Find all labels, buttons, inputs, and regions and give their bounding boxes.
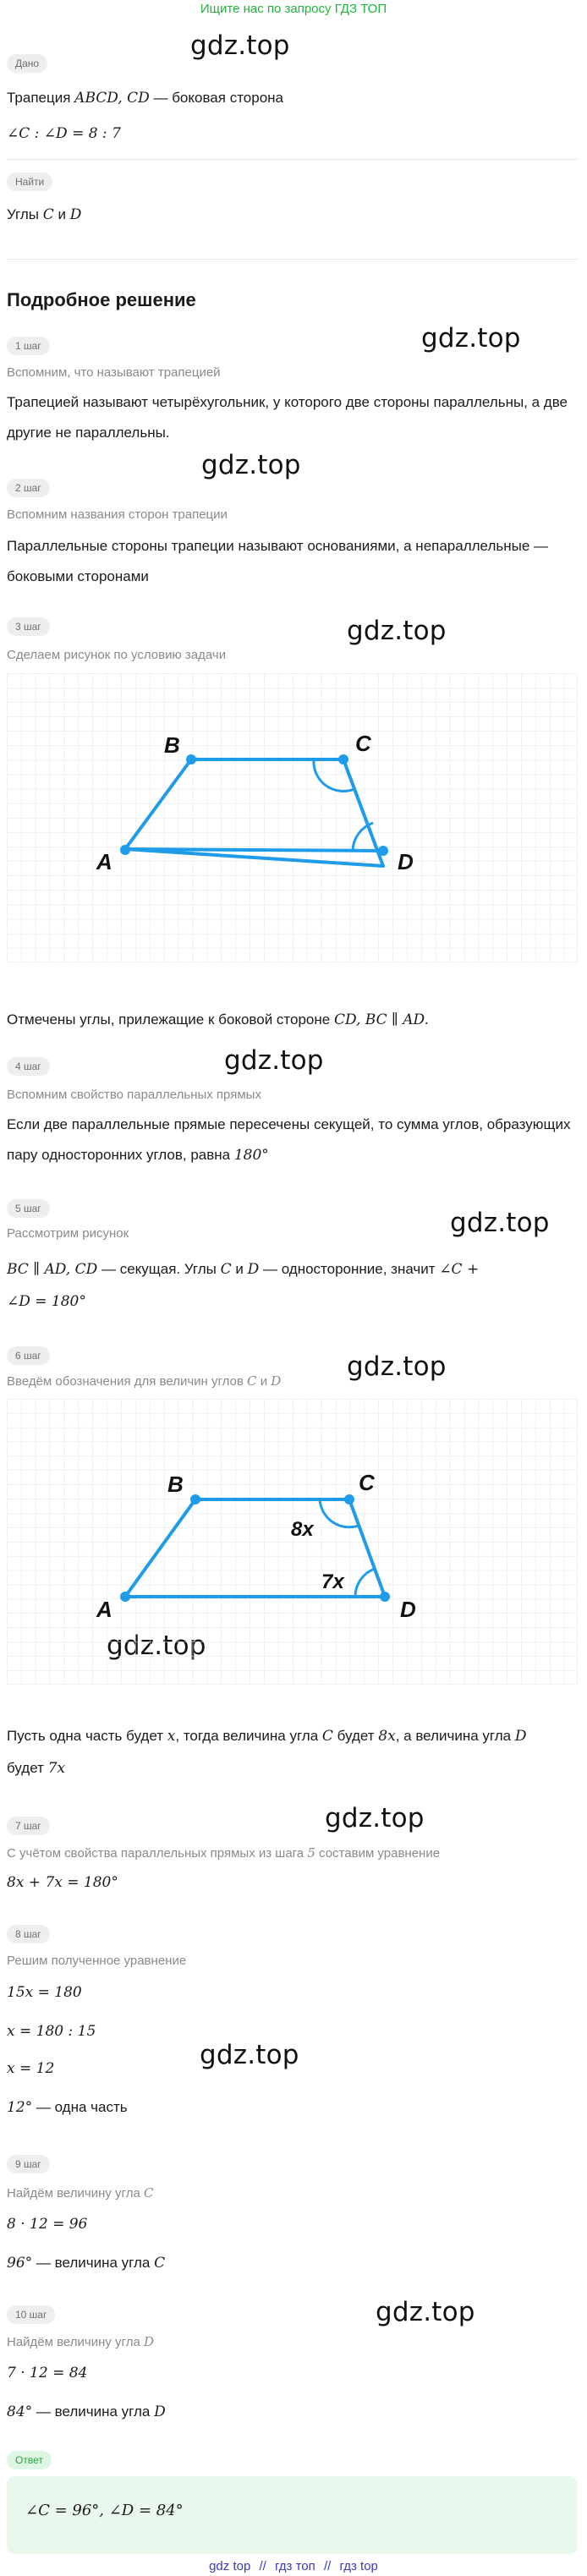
step-math: 8x + 7x = 180° — [7, 1874, 118, 1891]
step-math: BC ∥ AD, CD — [7, 1261, 98, 1278]
step-badge: 6 шаг — [7, 1346, 50, 1365]
label-c: C — [355, 731, 371, 756]
answer-math: ∠C = 96°, ∠D = 84° — [25, 2502, 184, 2519]
footer-separator: // — [259, 2559, 266, 2573]
step-text: — секущая. Углы — [101, 1261, 217, 1277]
step-subtitle: Сделаем рисунок по условию задачи — [7, 648, 227, 662]
label-c: C — [359, 1470, 375, 1495]
step-badge: 5 шаг — [7, 1199, 50, 1218]
step-sub-and: и — [260, 1374, 268, 1389]
top-search-link[interactable]: Ищите нас по запросу ГДЗ ТОП — [200, 2, 387, 16]
given-rest: — боковая сторона — [153, 90, 283, 106]
step-badge: 1 шаг — [7, 337, 50, 355]
equation-line: x = 180 : 15 — [7, 2023, 96, 2040]
watermark: gdz.top — [201, 450, 301, 480]
given-text: Трапеция — [7, 90, 71, 106]
divider — [7, 259, 578, 260]
answer-box — [7, 2476, 578, 2554]
step-after-text: , тогда величина угла — [175, 1728, 319, 1744]
step-math: 180° — [233, 1147, 269, 1164]
step-subtitle: Решим полученное уравнение — [7, 1954, 187, 1968]
step-badge: 10 шаг — [7, 2305, 55, 2324]
step-d: D — [247, 1261, 260, 1278]
vertex-a — [120, 845, 130, 855]
step-text: — величина угла — [36, 2403, 151, 2420]
step-text: — одна часть — [36, 2099, 128, 2115]
step-7x: 7x — [47, 1760, 66, 1777]
vertex-b — [186, 754, 196, 765]
step-math: 84° — [7, 2403, 33, 2420]
step-c: C — [220, 1261, 232, 1278]
step-and: и — [235, 1261, 244, 1277]
label-a: A — [96, 1597, 112, 1622]
divider — [7, 159, 578, 160]
angle-c-label: 8x — [291, 1518, 314, 1541]
step-sub-d: D — [271, 1373, 282, 1389]
footer-link[interactable]: гдз top — [339, 2559, 378, 2573]
step-after-text: Отмечены углы, прилежащие к боковой стороне — [7, 1011, 331, 1028]
step-subtitle: Вспомним названия сторон трапеции — [7, 507, 228, 522]
footer-separator: // — [323, 2559, 332, 2573]
watermark: gdz.top — [224, 1045, 324, 1076]
solution-title: Подробное решение — [7, 289, 196, 310]
step-subtitle: Рассмотрим рисунок — [7, 1226, 129, 1241]
given-badge: Дано — [7, 54, 47, 73]
step-subtitle: Найдём величину угла — [7, 2186, 140, 2201]
vertex-a — [120, 1592, 130, 1602]
step-sub-c: C — [143, 2185, 154, 2201]
step-math: ∠D = 180° — [7, 1293, 86, 1310]
equation-line: x = 12 — [7, 2060, 55, 2077]
watermark: gdz.top — [450, 1208, 550, 1238]
find-d: D — [69, 206, 82, 223]
watermark: gdz.top — [376, 2297, 475, 2327]
label-b: B — [164, 732, 180, 758]
step-text: Если две параллельные прямые пересечены секущей, то сумма углов, образующих пару односторонних углов, равна — [7, 1116, 571, 1163]
step-subtitle: С учётом свойства параллельных прямых из шага — [7, 1846, 304, 1861]
step-subtitle: составим уравнение — [319, 1846, 441, 1861]
watermark: gdz.top — [200, 2040, 299, 2070]
step-sub-c: C — [247, 1373, 257, 1389]
step-text: Трапецией называют четырёхугольник, у которого две стороны параллельны, а две другие не параллельны. — [7, 394, 568, 441]
vertex-d — [378, 846, 388, 856]
label-b: B — [167, 1472, 184, 1497]
angle-d-label: 7x — [321, 1570, 344, 1593]
step-c: C — [154, 2255, 166, 2272]
step-badge: 2 шаг — [7, 479, 50, 497]
label-d: D — [400, 1597, 416, 1622]
step-after-text: Пусть одна часть будет — [7, 1728, 164, 1744]
step-text: Параллельные стороны трапеции называют основаниями, а непараллельные — боковыми сторонами — [7, 538, 549, 584]
step-badge: 7 шаг — [7, 1817, 50, 1835]
equation-line: 15x = 180 — [7, 1984, 82, 2001]
step-math: 96° — [7, 2255, 33, 2272]
answer-badge: Ответ — [7, 2451, 52, 2469]
label-a: A — [96, 849, 112, 874]
step-subtitle: Введём обозначения для величин углов — [7, 1374, 244, 1389]
step-subtitle: Вспомним, что называют трапецией — [7, 365, 221, 380]
step-sub-d: D — [143, 2334, 154, 2349]
step-c: C — [321, 1728, 333, 1745]
given-ratio: ∠C : ∠D = 8 : 7 — [7, 125, 121, 142]
step-math: 8 · 12 = 96 — [7, 2216, 88, 2233]
step-badge: 9 шаг — [7, 2155, 50, 2173]
step-after-math: CD, BC ∥ AD. — [333, 1011, 429, 1028]
watermark: gdz.top — [190, 30, 290, 61]
step-badge: 3 шаг — [7, 617, 50, 636]
step-badge: 8 шаг — [7, 1925, 50, 1943]
step-after-text: будет — [7, 1760, 44, 1776]
step-math: 7 · 12 = 84 — [7, 2365, 88, 2381]
step-x: x — [167, 1728, 176, 1745]
step-d: D — [514, 1728, 527, 1745]
footer-link[interactable]: гдз топ — [275, 2559, 315, 2573]
watermark: gdz.top — [421, 323, 521, 354]
trapezoid-figure-1 — [7, 673, 578, 962]
step-subtitle: Вспомним свойство параллельных прямых — [7, 1088, 261, 1102]
trapezoid-figure-2 — [7, 1399, 578, 1685]
step-after-text: , а величина угла — [395, 1728, 512, 1744]
vertex-c — [338, 754, 348, 765]
vertex-b — [190, 1494, 200, 1504]
vertex-d — [380, 1592, 390, 1602]
step-after-text: будет — [337, 1728, 375, 1744]
vertex-c — [344, 1494, 354, 1504]
step-badge: 4 шаг — [7, 1057, 50, 1076]
footer-link[interactable]: gdz top — [209, 2559, 251, 2573]
step-text: — односторонние, значит — [262, 1261, 436, 1277]
find-c: C — [42, 206, 54, 223]
find-text: Углы — [7, 206, 40, 222]
find-badge: Найти — [7, 173, 52, 191]
watermark: gdz.top — [325, 1803, 425, 1833]
step-subtitle: Найдём величину угла — [7, 2335, 140, 2349]
label-d: D — [398, 849, 414, 874]
step-math: ∠C + — [439, 1261, 480, 1278]
step-d: D — [154, 2403, 166, 2420]
footer — [0, 2559, 587, 2573]
step-text: — величина угла — [36, 2255, 151, 2271]
step-sub-num: 5 — [307, 1845, 315, 1861]
find-and: и — [58, 206, 66, 222]
step-8x: 8x — [378, 1728, 396, 1745]
watermark: gdz.top — [347, 616, 447, 646]
watermark: gdz.top — [347, 1351, 447, 1382]
given-math: ABCD, CD — [74, 90, 150, 107]
step-math: 12° — [7, 2099, 33, 2116]
